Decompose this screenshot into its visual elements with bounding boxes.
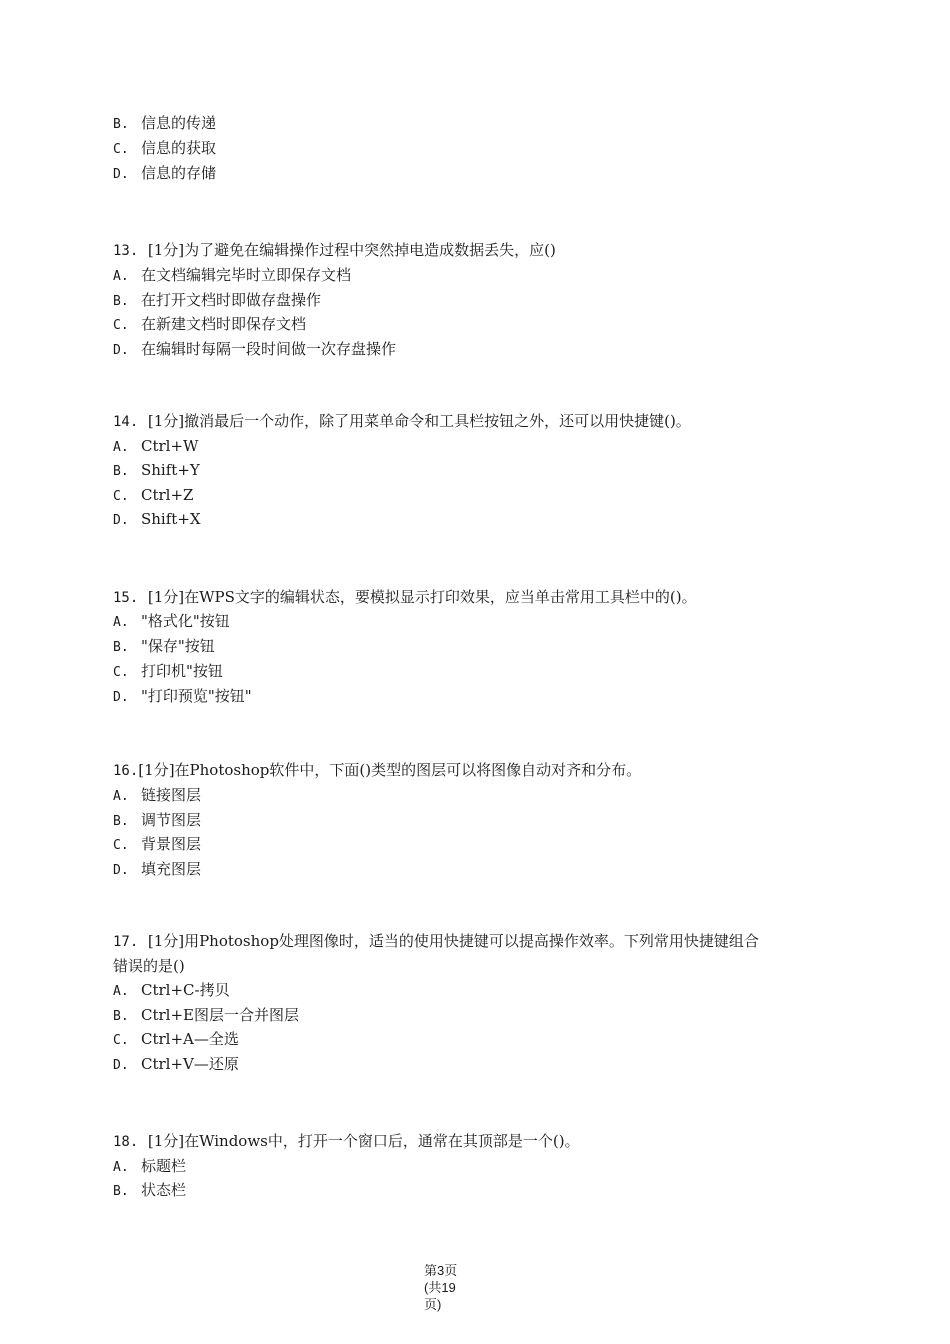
option-text: 信息的获取 bbox=[141, 139, 217, 157]
option-line bbox=[113, 1005, 299, 1027]
option-text: 背景图层 bbox=[141, 835, 202, 853]
option-line bbox=[113, 810, 201, 832]
option-line bbox=[113, 980, 230, 1002]
question-text: [1分]用Photoshop处理图像时，适当的使用快捷键可以提高操作效率。下列常用快捷键组合 bbox=[147, 932, 759, 950]
option-line bbox=[113, 460, 200, 482]
option-text: 标题栏 bbox=[141, 1157, 187, 1175]
option-line bbox=[113, 636, 215, 658]
question-text: [1分]在Windows中，打开一个窗口后，通常在其顶部是一个()。 bbox=[147, 1132, 580, 1150]
page-footer bbox=[424, 1262, 484, 1313]
question-text: [1分]在WPS文字的编辑状态，要模拟显示打印效果，应当单击常用工具栏中的()。 bbox=[147, 588, 697, 606]
option-text: 信息的存储 bbox=[141, 164, 217, 182]
option-text: 在编辑时每隔一段时间做一次存盘操作 bbox=[141, 340, 397, 358]
option-letter: B. bbox=[113, 640, 129, 655]
option-letter: C. bbox=[113, 489, 129, 504]
question-text: [1分]为了避免在编辑操作过程中突然掉电造成数据丢失，应() bbox=[147, 241, 556, 259]
option-text: 在新建文档时即保存文档 bbox=[141, 315, 307, 333]
question-text: [1分]在Photoshop软件中，下面()类型的图层可以将图像自动对齐和分布。 bbox=[138, 761, 642, 779]
option-letter: C. bbox=[113, 665, 129, 680]
option-text: 打印机"按钮 bbox=[141, 662, 223, 680]
question-17-stem-continued bbox=[113, 956, 185, 976]
option-line bbox=[113, 661, 223, 683]
option-line bbox=[113, 686, 252, 708]
option-text: Ctrl+C-拷贝 bbox=[141, 981, 230, 999]
question-text-continued: 错误的是() bbox=[113, 957, 185, 975]
option-letter: B. bbox=[113, 117, 129, 132]
page-total: (共19 bbox=[424, 1280, 456, 1295]
option-letter: B. bbox=[113, 464, 129, 479]
option-text: 在打开文档时即做存盘操作 bbox=[141, 291, 322, 309]
option-letter: D. bbox=[113, 343, 129, 358]
option-line bbox=[113, 611, 230, 633]
option-letter: C. bbox=[113, 838, 129, 853]
option-text: 链接图层 bbox=[141, 786, 202, 804]
option-letter: A. bbox=[113, 984, 129, 999]
option-line bbox=[113, 113, 216, 135]
option-letter: A. bbox=[113, 789, 129, 804]
question-18-stem bbox=[113, 1131, 580, 1152]
question-number: 16. bbox=[113, 763, 139, 779]
option-letter: A. bbox=[113, 440, 129, 455]
option-letter: D. bbox=[113, 1058, 129, 1073]
option-text: "保存"按钮 bbox=[141, 637, 215, 655]
option-line bbox=[113, 436, 198, 458]
option-text: Ctrl+V—还原 bbox=[141, 1055, 239, 1073]
option-letter: C. bbox=[113, 1033, 129, 1048]
option-letter: B. bbox=[113, 1184, 129, 1199]
option-line bbox=[113, 1054, 239, 1076]
option-line bbox=[113, 1029, 239, 1051]
question-number: 14. bbox=[113, 414, 139, 430]
option-line bbox=[113, 138, 216, 160]
option-line bbox=[113, 290, 321, 312]
option-text: Ctrl+A—全选 bbox=[141, 1030, 239, 1048]
option-letter: C. bbox=[113, 318, 129, 333]
option-line bbox=[113, 509, 201, 531]
question-17-stem bbox=[113, 931, 759, 952]
option-line bbox=[113, 314, 306, 336]
question-14-stem bbox=[113, 411, 691, 432]
option-letter: D. bbox=[113, 167, 129, 182]
option-letter: B. bbox=[113, 814, 129, 829]
option-text: Shift+X bbox=[141, 510, 201, 528]
option-letter: C. bbox=[113, 142, 129, 157]
option-line bbox=[113, 785, 201, 807]
option-text: 状态栏 bbox=[141, 1181, 187, 1199]
option-line bbox=[113, 265, 351, 287]
option-text: Ctrl+E图层一合并图层 bbox=[141, 1006, 299, 1024]
option-letter: D. bbox=[113, 690, 129, 705]
option-text: Ctrl+Z bbox=[141, 486, 194, 504]
option-text: 在文档编辑完毕时立即保存文档 bbox=[141, 266, 352, 284]
option-text: "打印预览"按钮" bbox=[141, 687, 252, 705]
question-text: [1分]撤消最后一个动作，除了用菜单命令和工具栏按钮之外，还可以用快捷键()。 bbox=[147, 412, 691, 430]
option-letter: D. bbox=[113, 863, 129, 878]
option-line bbox=[113, 1156, 186, 1178]
option-text: Ctrl+W bbox=[141, 437, 199, 455]
option-line bbox=[113, 339, 396, 361]
option-line bbox=[113, 859, 201, 881]
option-text: 调节图层 bbox=[141, 811, 202, 829]
option-line bbox=[113, 1180, 186, 1202]
option-letter: D. bbox=[113, 513, 129, 528]
question-16-stem bbox=[113, 760, 641, 781]
option-text: 信息的传递 bbox=[141, 114, 217, 132]
option-letter: B. bbox=[113, 294, 129, 309]
option-letter: B. bbox=[113, 1009, 129, 1024]
question-number: 18. bbox=[113, 1134, 139, 1150]
page-total-suffix: 页) bbox=[424, 1297, 442, 1312]
question-13-stem bbox=[113, 240, 556, 261]
option-text: 填充图层 bbox=[141, 860, 202, 878]
option-line bbox=[113, 163, 216, 185]
option-letter: A. bbox=[113, 269, 129, 284]
option-letter: A. bbox=[113, 1160, 129, 1175]
option-line bbox=[113, 485, 193, 507]
option-letter: A. bbox=[113, 615, 129, 630]
question-15-stem bbox=[113, 587, 697, 608]
option-text: "格式化"按钮 bbox=[141, 612, 230, 630]
question-number: 13. bbox=[113, 243, 139, 259]
option-line bbox=[113, 834, 201, 856]
question-number: 17. bbox=[113, 934, 139, 950]
option-text: Shift+Y bbox=[141, 461, 200, 479]
question-number: 15. bbox=[113, 590, 139, 606]
page-number: 第3页 bbox=[424, 1263, 458, 1278]
